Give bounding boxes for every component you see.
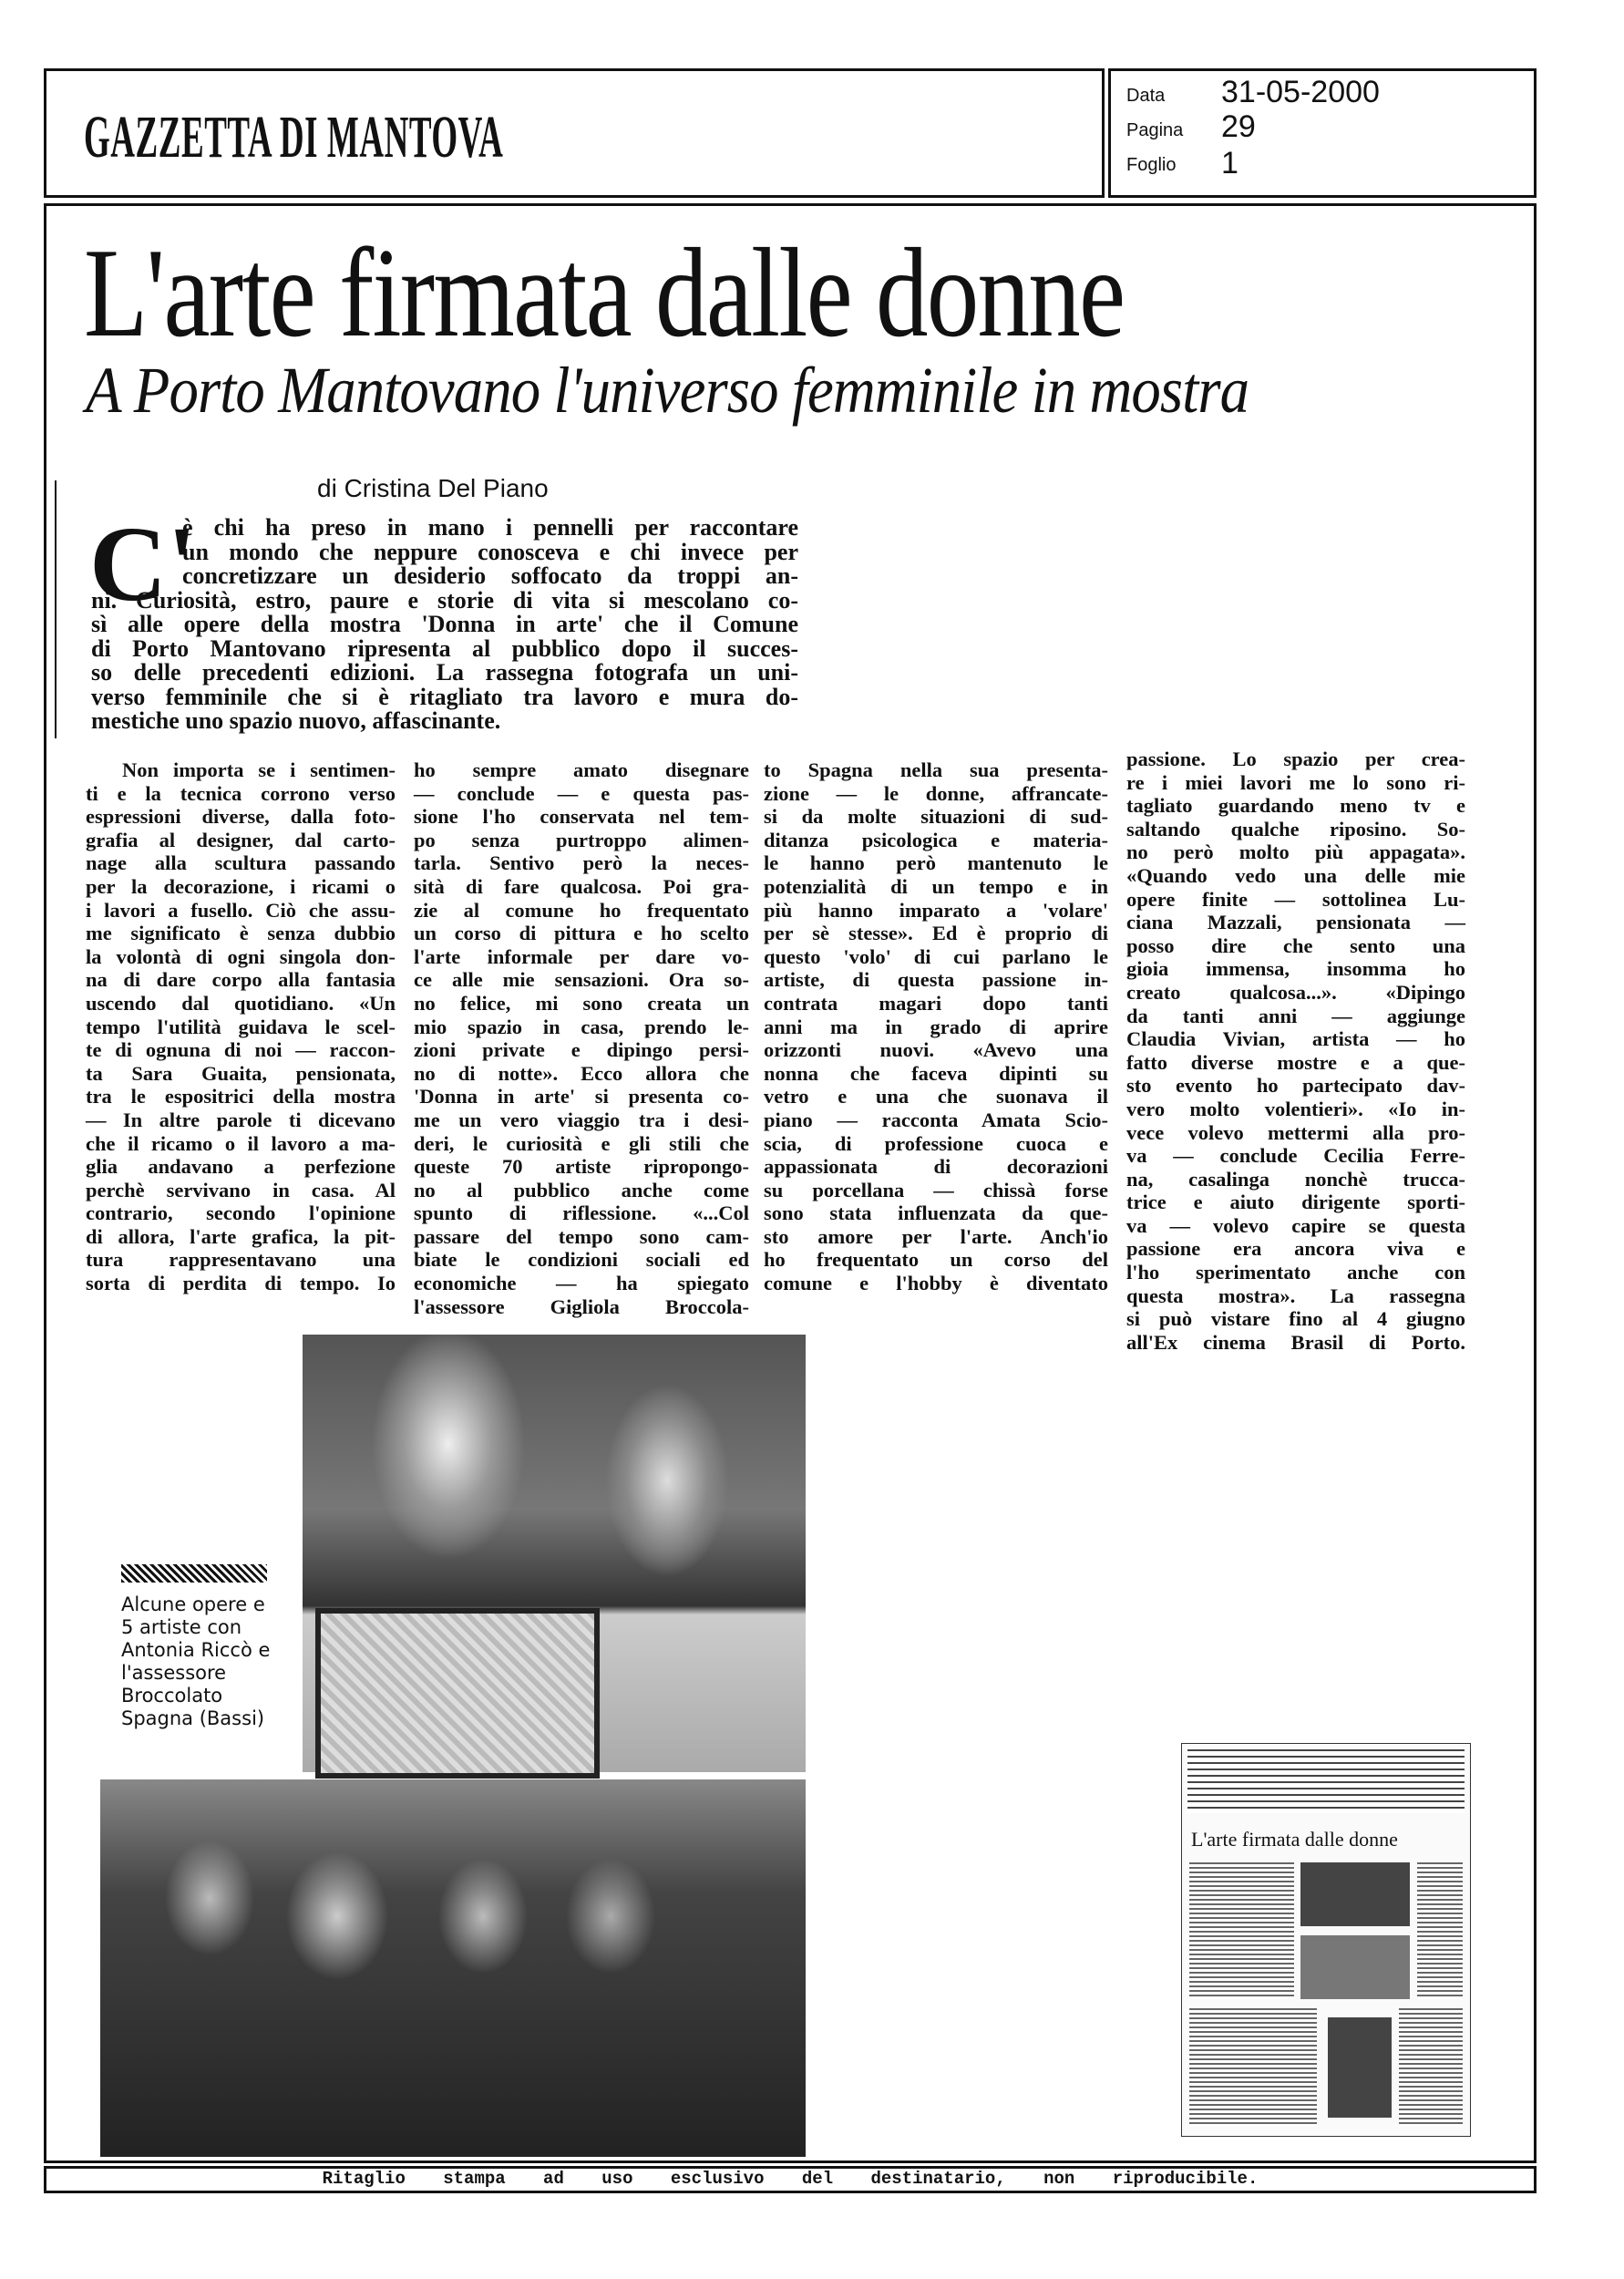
text-line: tarla. Sentivo però la neces- [414, 851, 749, 875]
framed-artwork [315, 1608, 600, 1779]
text-line: sono stata influenzata da que- [764, 1201, 1108, 1225]
text-line: che il ricamo o il lavoro a ma- [86, 1131, 396, 1155]
thumbnail-image [1300, 1935, 1410, 1999]
text-line: vece volevo mettermi alla pro- [1126, 1120, 1465, 1144]
lead-paragraph [91, 516, 798, 734]
text-line: contrario, secondo l'opinione [86, 1201, 396, 1225]
text-line: mestiche uno spazio nuovo, affascinante. [91, 707, 501, 734]
text-line: comune e l'hobby è diventato [764, 1272, 1108, 1295]
text-line: espressioni diverse, dalla foto- [86, 805, 396, 829]
text-line: trice e aiuto dirigente sporti- [1126, 1191, 1465, 1214]
text-line: po senza purtroppo alimen- [414, 828, 749, 851]
text-line: ho sempre amato disegnare [414, 758, 749, 781]
text-line: i lavori a fusello. Ciò che assu- [86, 898, 396, 922]
text-line: — conclude — e questa pas- [414, 781, 749, 805]
text-line: ho frequentato un corso del [764, 1248, 1108, 1272]
body-column-2 [414, 758, 749, 1318]
text-line: zioni private e dipingo persi- [414, 1038, 749, 1062]
text-line: l'assessore Gigliola Broccola- [414, 1294, 749, 1318]
text-line: Claudia Vivian, artista — ho [1126, 1027, 1465, 1051]
newspaper-logo: GAZZETTA DI MANTOVA [84, 104, 504, 170]
text-line: l'arte informale per dare vo- [414, 944, 749, 968]
text-line: sto amore per l'arte. Anch'io [764, 1224, 1108, 1248]
artwork-photo [303, 1335, 806, 1772]
body-column-4 [1126, 748, 1465, 1354]
text-line: all'Ex cinema Brasil di Porto. [1126, 1330, 1465, 1354]
group-photo [100, 1779, 806, 2157]
text-line: deri, le curiosità e gli stili che [414, 1131, 749, 1155]
text-line: tura rappresentavano una [86, 1248, 396, 1272]
text-line: to Spagna nella sua presenta- [764, 758, 1108, 781]
text-line: tagliato guardando meno tv e [1126, 794, 1465, 818]
sheet-value: 1 [1221, 146, 1239, 180]
drop-cap: C' [89, 504, 197, 624]
page-label: Pagina [1126, 120, 1184, 140]
text-line: si può vistare fino al 4 giugno [1126, 1307, 1465, 1331]
date-label: Data [1126, 86, 1166, 106]
text-line: Non importa se i sentimen- [122, 758, 396, 781]
text-line: me un vero viaggio tra i desi- [414, 1108, 749, 1131]
byline: di Cristina Del Piano [317, 474, 549, 502]
text-line: piano — racconta Amata Scio- [764, 1108, 1108, 1131]
text-line: grafia al designer, dal carto- [86, 828, 396, 851]
thumbnail-text-block [1399, 2008, 1463, 2127]
text-line: gioia immensa, insomma ho [1126, 957, 1465, 981]
text-line: l'ho sperimentato anche con [1126, 1261, 1465, 1284]
text-line: ciana Mazzali, pensionata — [1126, 911, 1465, 934]
text-line: zione — le donne, affrancate- [764, 781, 1108, 805]
text-line: la volontà di ogni singola don- [86, 944, 396, 968]
text-line: un mondo che neppure conosceva e chi invece per [182, 538, 798, 565]
text-line: un corso di pittura e ho scelto [414, 922, 749, 945]
text-line: te di ognuna di noi — raccon- [86, 1038, 396, 1062]
text-line: queste 70 artiste ripropongo- [414, 1155, 749, 1179]
text-line: va — conclude Cecilia Ferre- [1126, 1144, 1465, 1168]
text-line: scia, di professione cuoca e [764, 1131, 1108, 1155]
text-line: di Porto Mantovano ripresenta al pubblico dopo il succes- [91, 634, 798, 662]
text-line: più hanno imparato a 'volare' [764, 898, 1108, 922]
text-line: vero molto volentieri». «Io in- [1126, 1097, 1465, 1120]
text-line: fatto diverse mostre e a que- [1126, 1050, 1465, 1074]
text-line: tempo l'utilità guidava le scel- [86, 1015, 396, 1038]
text-line: va — volevo capire se questa [1126, 1213, 1465, 1237]
text-line: biate le condizioni sociali ed [414, 1248, 749, 1272]
photo-caption: Alcune opere e 5 artiste con Antonia Riccò e l'assessore Broccolato Spagna (Bassi) [121, 1593, 271, 1729]
text-line: no però molto più appagata». [1126, 840, 1465, 864]
text-line: mio spazio in casa, prendo le- [414, 1015, 749, 1038]
text-line: na, casalinga nonchè trucca- [1126, 1167, 1465, 1191]
text-line: per sè stesse». Ed è proprio di [764, 922, 1108, 945]
text-line: su porcellana — chissà forse [764, 1178, 1108, 1201]
text-line: opere finite — sottolinea Lu- [1126, 887, 1465, 911]
thumbnail-header [1187, 1749, 1465, 1813]
text-line: sità di fare qualcosa. Poi gra- [414, 874, 749, 898]
text-line: creato qualcosa...». «Dipingo [1126, 980, 1465, 1004]
text-line: nage alla scultura passando [86, 851, 396, 875]
text-line: ditanza psicologica e materia- [764, 828, 1108, 851]
text-line: da tanti anni — aggiunge [1126, 1004, 1465, 1027]
text-line: economiche — ha spiegato [414, 1272, 749, 1295]
text-line: passione era ancora viva e [1126, 1237, 1465, 1261]
text-line: concretizzare un desiderio soffocato da troppi an- [182, 562, 798, 589]
text-line: ni. Curiosità, estro, paure e storie di vita si mescolano co- [91, 586, 798, 614]
text-line: passare del tempo sono cam- [414, 1224, 749, 1248]
text-line: di allora, l'arte grafica, la pit- [86, 1224, 396, 1248]
text-line: sì alle opere della mostra 'Donna in arte' che il Comune [91, 611, 798, 637]
text-line: orizzonti nuovi. «Avevo una [764, 1038, 1108, 1062]
text-line: saltando qualche riposino. So- [1126, 817, 1465, 840]
text-line: artiste, di questa passione in- [764, 968, 1108, 992]
text-line: per la decorazione, i ricami o [86, 874, 396, 898]
text-line: no al pubblico anche come [414, 1178, 749, 1201]
text-line: no di notte». Ecco allora che [414, 1061, 749, 1085]
page-thumbnail [1181, 1743, 1471, 2137]
text-line: nonna che faceva dipinti su [764, 1061, 1108, 1085]
article-subtitle: A Porto Mantovano l'universo femminile in mostra [86, 354, 1249, 427]
text-line: ce alle mie sensazioni. Ora so- [414, 968, 749, 992]
thumbnail-image [1328, 2017, 1392, 2118]
text-line: — In altre parole ti dicevano [86, 1108, 396, 1131]
text-line: questo 'volo' di cui parlano le [764, 944, 1108, 968]
date-value: 31-05-2000 [1221, 75, 1380, 109]
text-line: sione l'ho conservata nel tem- [414, 805, 749, 829]
body-column-3 [764, 758, 1108, 1295]
text-line: si da molte situazioni di sud- [764, 805, 1108, 829]
text-line: re i miei lavori me lo sono ri- [1126, 770, 1465, 794]
text-line: na di dare corpo alla fantasia [86, 968, 396, 992]
thumbnail-text-block [1417, 1862, 1463, 1999]
thumbnail-image [1300, 1862, 1410, 1926]
text-line: appassionata di decorazioni [764, 1155, 1108, 1179]
text-line: è chi ha preso in mano i pennelli per raccontare [182, 514, 798, 541]
article-title: L'arte firmata dalle donne [84, 222, 1125, 364]
sheet-label: Foglio [1126, 155, 1177, 175]
text-line: glia andavano a perfezione [86, 1155, 396, 1179]
text-line: perchè servivano in casa. Al [86, 1178, 396, 1201]
thumbnail-text-block [1189, 2008, 1317, 2127]
text-line: tra le espositrici della mostra [86, 1085, 396, 1109]
text-line: zie al comune ho frequentato [414, 898, 749, 922]
text-line: potenzialità di un tempo e in [764, 874, 1108, 898]
text-line: sorta di perdita di tempo. Io [86, 1272, 396, 1295]
text-line: sto evento ho partecipato dav- [1126, 1074, 1465, 1098]
text-line: uscendo dal quotidiano. «Un [86, 991, 396, 1015]
body-column-1 [86, 758, 396, 1295]
text-line: passione. Lo spazio per crea- [1126, 748, 1465, 770]
text-line: no felice, mi sono creata un [414, 991, 749, 1015]
text-line: «Quando vedo una delle mie [1126, 863, 1465, 887]
text-line: verso femminile che si è ritagliato tra lavoro e mura do- [91, 683, 798, 710]
text-line: ta Sara Guaita, pensionata, [86, 1061, 396, 1085]
thumbnail-title: L'arte firmata dalle donne [1191, 1828, 1398, 1851]
footer-notice: Ritaglio stampa ad uso esclusivo del destinatario, non riproducibile. [322, 2169, 1259, 2189]
page-value: 29 [1221, 109, 1256, 144]
caption-hatch-bar [121, 1564, 267, 1583]
text-line: contrata magari dopo tanti [764, 991, 1108, 1015]
thumbnail-text-block [1189, 1862, 1294, 1999]
text-line: le hanno però mantenuto le [764, 851, 1108, 875]
rule-divider [55, 480, 57, 738]
text-line: me significato è senza dubbio [86, 922, 396, 945]
text-line: vetro e una che suonava il [764, 1085, 1108, 1109]
text-line: 'Donna in arte' si presenta co- [414, 1085, 749, 1109]
text-line: ti e la tecnica corrono verso [86, 781, 396, 805]
text-line: posso dire che sento una [1126, 933, 1465, 957]
text-line: questa mostra». La rassegna [1126, 1284, 1465, 1307]
text-line: so delle precedenti edizioni. La rassegna fotografa un uni- [91, 659, 798, 686]
text-line: spunto di riflessione. «...Col [414, 1201, 749, 1225]
text-line: anni ma in grado di aprire [764, 1015, 1108, 1038]
